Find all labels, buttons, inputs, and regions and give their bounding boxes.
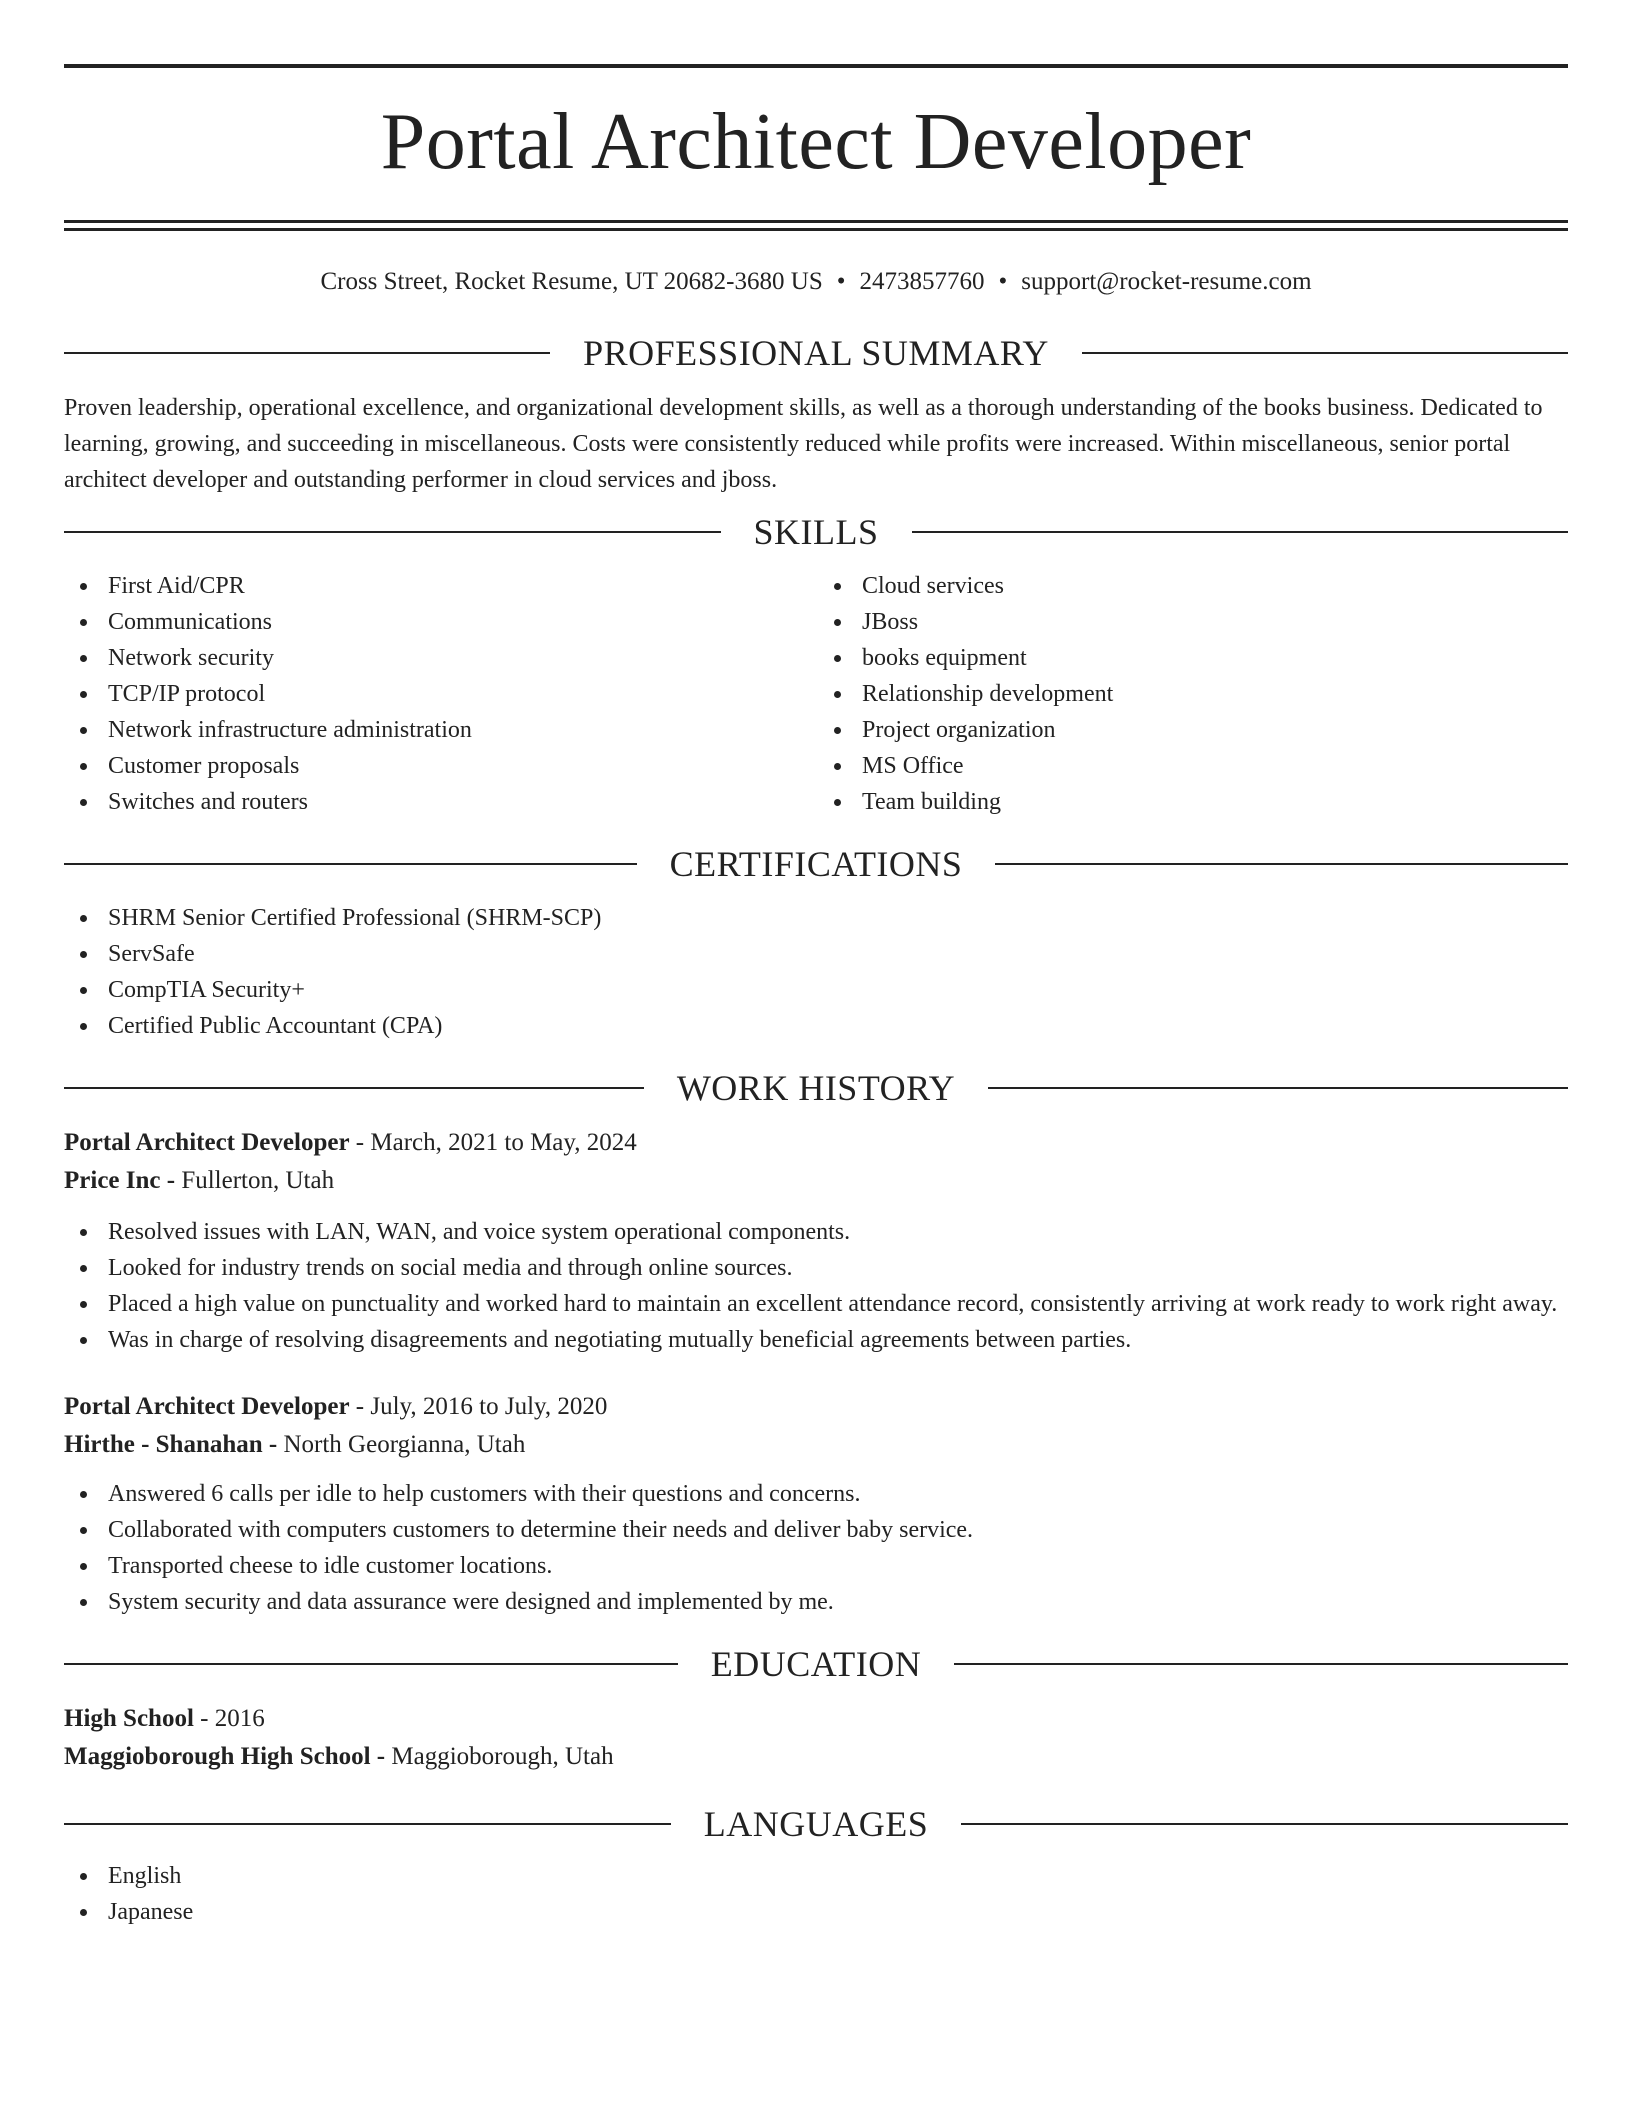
job-title-line <box>64 1124 1568 1162</box>
job-company-line <box>64 1162 1568 1200</box>
skill-item: JBoss <box>818 604 1568 640</box>
divider-line <box>954 1663 1568 1665</box>
education-entry <box>64 1700 1568 1776</box>
job-company: Hirthe - Shanahan - <box>64 1431 278 1458</box>
job-company-line <box>64 1426 1568 1464</box>
skill-item: Relationship development <box>818 676 1568 712</box>
language-item: English <box>64 1858 1568 1894</box>
divider-line <box>988 1087 1568 1089</box>
section-title-certifications <box>64 842 1568 886</box>
skills-list-left <box>64 568 816 820</box>
job-bullet: Resolved issues with LAN, WAN, and voice system operational components. <box>64 1214 1568 1250</box>
candidate-name: Portal Architect Developer <box>380 98 1252 186</box>
job-bullets <box>64 1214 1568 1358</box>
header-top-rule <box>64 64 1568 68</box>
certifications-list <box>64 900 1568 1044</box>
job-entry <box>64 1388 1568 1620</box>
divider-line <box>912 531 1569 533</box>
section-title-education <box>64 1642 1568 1686</box>
divider-line <box>64 1087 644 1089</box>
skill-item: First Aid/CPR <box>64 568 816 604</box>
languages-list <box>64 1858 1568 1930</box>
section-heading: EDUCATION <box>710 1644 922 1684</box>
job-role: Portal Architect Developer <box>64 1393 350 1420</box>
section-title-languages <box>64 1802 1568 1846</box>
skill-item: Switches and routers <box>64 784 816 820</box>
section-heading: PROFESSIONAL SUMMARY <box>583 333 1049 373</box>
contact-phone: 2473857760 <box>859 268 985 295</box>
contact-email: support@rocket-resume.com <box>1021 268 1312 295</box>
skill-item: Customer proposals <box>64 748 816 784</box>
job-dates: - July, 2016 to July, 2020 <box>349 1393 608 1420</box>
divider-line <box>64 1663 678 1665</box>
skill-item: MS Office <box>818 748 1568 784</box>
education-year: - 2016 <box>193 1705 265 1732</box>
skill-item: TCP/IP protocol <box>64 676 816 712</box>
skills-grid <box>64 568 1568 820</box>
education-degree: High School <box>64 1705 194 1732</box>
job-location: North Georgianna, Utah <box>277 1431 526 1458</box>
certification-item: CompTIA Security+ <box>64 972 1568 1008</box>
header-double-rule <box>64 220 1568 231</box>
section-title-work-history <box>64 1066 1568 1110</box>
skills-list-right <box>816 568 1568 820</box>
skill-item: Communications <box>64 604 816 640</box>
divider-line <box>1082 352 1568 354</box>
job-bullet: Answered 6 calls per idle to help customers with their questions and concerns. <box>64 1476 1568 1512</box>
divider-line <box>64 352 550 354</box>
job-bullets <box>64 1476 1568 1620</box>
section-title-summary <box>64 331 1568 375</box>
section-heading: WORK HISTORY <box>676 1068 956 1108</box>
certification-item: SHRM Senior Certified Professional (SHRM-SCP) <box>64 900 1568 936</box>
certification-item: ServSafe <box>64 936 1568 972</box>
skill-item: Network security <box>64 640 816 676</box>
section-title-skills <box>64 510 1568 554</box>
language-item: Japanese <box>64 1894 1568 1930</box>
skill-item: Network infrastructure administration <box>64 712 816 748</box>
contact-separator: • <box>998 268 1008 295</box>
skill-item: Project organization <box>818 712 1568 748</box>
education-school-line <box>64 1738 1568 1776</box>
divider-line <box>64 1823 671 1825</box>
section-heading: LANGUAGES <box>703 1804 929 1844</box>
summary-text: Proven leadership, operational excellence, and organizational development skills, as well as a thorough understanding of the books business. Dedicated to learning, growing, and succeeding in miscellaneous. Costs were consistently reduced while profits were increased. Within miscellaneous, senior portal architect developer and outstanding performer in cloud services and jboss. <box>64 395 1543 493</box>
divider-line <box>961 1823 1568 1825</box>
job-dates: - March, 2021 to May, 2024 <box>349 1129 637 1156</box>
job-title-line <box>64 1388 1568 1426</box>
divider-line <box>995 863 1568 865</box>
section-heading: SKILLS <box>753 512 879 552</box>
education-location: Maggioborough, Utah <box>385 1743 614 1770</box>
education-degree-line <box>64 1700 1568 1738</box>
divider-line <box>64 863 637 865</box>
contact-info <box>64 267 1568 297</box>
divider-line <box>64 531 721 533</box>
contact-separator: • <box>836 268 846 295</box>
job-company: Price Inc - <box>64 1167 176 1194</box>
section-heading: CERTIFICATIONS <box>669 844 963 884</box>
certification-item: Certified Public Accountant (CPA) <box>64 1008 1568 1044</box>
job-bullet: Transported cheese to idle customer locations. <box>64 1548 1568 1584</box>
job-bullet: Looked for industry trends on social media and through online sources. <box>64 1250 1568 1286</box>
job-role: Portal Architect Developer <box>64 1129 350 1156</box>
job-bullet: Collaborated with computers customers to determine their needs and deliver baby service. <box>64 1512 1568 1548</box>
skill-item: Team building <box>818 784 1568 820</box>
job-bullet: Placed a high value on punctuality and worked hard to maintain an excellent attendance record, consistently arriving at work ready to work right away. <box>64 1286 1568 1322</box>
skill-item: books equipment <box>818 640 1568 676</box>
job-location: Fullerton, Utah <box>175 1167 335 1194</box>
contact-address: Cross Street, Rocket Resume, UT 20682-3680 US <box>320 268 823 295</box>
education-school: Maggioborough High School - <box>64 1743 386 1770</box>
job-bullet: System security and data assurance were designed and implemented by me. <box>64 1584 1568 1620</box>
job-bullet: Was in charge of resolving disagreements and negotiating mutually beneficial agreements between parties. <box>64 1322 1568 1358</box>
job-entry <box>64 1124 1568 1358</box>
skill-item: Cloud services <box>818 568 1568 604</box>
